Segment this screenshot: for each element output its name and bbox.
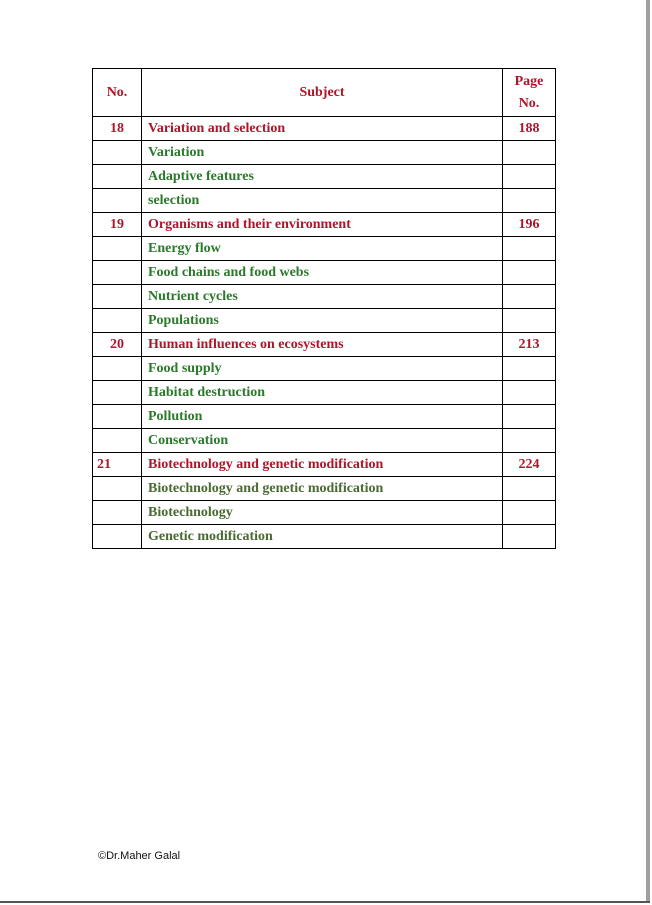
chapter-number bbox=[93, 357, 142, 381]
chapter-number bbox=[93, 309, 142, 333]
subject-title: Pollution bbox=[142, 405, 503, 429]
chapter-number bbox=[93, 141, 142, 165]
subject-title: selection bbox=[142, 189, 503, 213]
section-row bbox=[93, 477, 556, 501]
section-row bbox=[93, 429, 556, 453]
subject-title: Genetic modification bbox=[142, 525, 503, 549]
section-row bbox=[93, 285, 556, 309]
section-row bbox=[93, 141, 556, 165]
chapter-number bbox=[93, 261, 142, 285]
chapter-number bbox=[93, 237, 142, 261]
chapter-row bbox=[93, 117, 556, 141]
page-number bbox=[503, 309, 556, 333]
page-number bbox=[503, 165, 556, 189]
section-row bbox=[93, 237, 556, 261]
page-number: 213 bbox=[503, 333, 556, 357]
subject-title: Biotechnology bbox=[142, 501, 503, 525]
chapter-number: 19 bbox=[93, 213, 142, 237]
chapter-row bbox=[93, 453, 556, 477]
page-number bbox=[503, 237, 556, 261]
chapter-row bbox=[93, 213, 556, 237]
section-row bbox=[93, 501, 556, 525]
page-number bbox=[503, 429, 556, 453]
page-edge-bottom bbox=[0, 901, 650, 903]
section-row bbox=[93, 189, 556, 213]
page-number bbox=[503, 501, 556, 525]
subject-title: Biotechnology and genetic modification bbox=[142, 477, 503, 501]
header-page: Page No. bbox=[503, 69, 556, 117]
page-number bbox=[503, 141, 556, 165]
chapter-number bbox=[93, 501, 142, 525]
subject-title: Biotechnology and genetic modification bbox=[142, 453, 503, 477]
chapter-row bbox=[93, 333, 556, 357]
page-number bbox=[503, 381, 556, 405]
section-row bbox=[93, 357, 556, 381]
table-header-row bbox=[93, 69, 556, 117]
chapter-number: 21 bbox=[93, 453, 142, 477]
page-number bbox=[503, 525, 556, 549]
subject-title: Nutrient cycles bbox=[142, 285, 503, 309]
page-number bbox=[503, 285, 556, 309]
subject-title: Food supply bbox=[142, 357, 503, 381]
subject-title: Adaptive features bbox=[142, 165, 503, 189]
chapter-number: 18 bbox=[93, 117, 142, 141]
section-row bbox=[93, 309, 556, 333]
page-number: 224 bbox=[503, 453, 556, 477]
chapter-number bbox=[93, 405, 142, 429]
subject-title: Variation bbox=[142, 141, 503, 165]
page-number: 188 bbox=[503, 117, 556, 141]
chapter-number bbox=[93, 477, 142, 501]
chapter-number bbox=[93, 381, 142, 405]
page-number bbox=[503, 357, 556, 381]
header-subject: Subject bbox=[142, 69, 503, 117]
subject-title: Populations bbox=[142, 309, 503, 333]
chapter-number bbox=[93, 525, 142, 549]
subject-title: Conservation bbox=[142, 429, 503, 453]
page-number bbox=[503, 405, 556, 429]
subject-title: Habitat destruction bbox=[142, 381, 503, 405]
section-row bbox=[93, 261, 556, 285]
subject-title: Food chains and food webs bbox=[142, 261, 503, 285]
subject-title: Energy flow bbox=[142, 237, 503, 261]
subject-title: Variation and selection bbox=[142, 117, 503, 141]
page-number bbox=[503, 189, 556, 213]
copyright-footer: ©Dr.Maher Galal bbox=[98, 850, 181, 862]
section-row bbox=[93, 165, 556, 189]
page-number: 196 bbox=[503, 213, 556, 237]
header-no: No. bbox=[93, 69, 142, 117]
section-row bbox=[93, 405, 556, 429]
subject-title: Organisms and their environment bbox=[142, 213, 503, 237]
page-number bbox=[503, 261, 556, 285]
chapter-number bbox=[93, 165, 142, 189]
section-row bbox=[93, 525, 556, 549]
page-edge-right bbox=[646, 0, 650, 903]
section-row bbox=[93, 381, 556, 405]
chapter-number bbox=[93, 429, 142, 453]
table-of-contents bbox=[92, 68, 556, 549]
chapter-number bbox=[93, 189, 142, 213]
subject-title: Human influences on ecosystems bbox=[142, 333, 503, 357]
chapter-number bbox=[93, 285, 142, 309]
chapter-number: 20 bbox=[93, 333, 142, 357]
page-number bbox=[503, 477, 556, 501]
